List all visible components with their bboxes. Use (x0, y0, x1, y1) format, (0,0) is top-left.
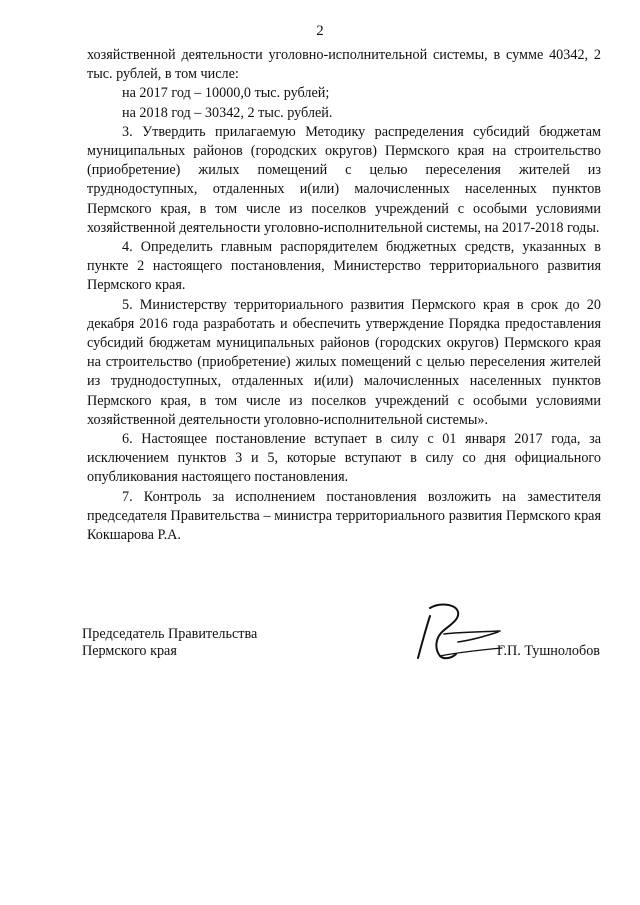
document-body (87, 46, 601, 545)
signer-title (82, 626, 257, 660)
page-number: 2 (316, 23, 324, 39)
signer-title-line-2: Пермского края (82, 643, 177, 659)
paragraph-4: 4. Определить главным распорядителем бюджетных средств, указанных в пункте 2 настоящего постановления, Министерство территориального развития Пермского края. (87, 239, 601, 294)
paragraph-7: 7. Контроль за исполнением постановления возложить на заместителя председателя Правительства – министра территориального развития Пермского края Кокшарова Р.А. (87, 488, 601, 544)
paragraph-continuation: хозяйственной деятельности уголовно-исполнительной системы, в сумме 40342, 2 тыс. рублей, в том числе: (87, 47, 601, 83)
paragraph-6: 6. Настоящее постановление вступает в силу с 01 января 2017 года, за исключением пунктов 3 и 5, которые вступают в силу со дня официального опубликования настоящего постановления. (87, 431, 601, 486)
handwritten-signature-icon (400, 598, 510, 668)
signature-block (82, 626, 602, 674)
paragraph-3: 3. Утвердить прилагаемую Методику распределения субсидий бюджетам муниципальных районов (городских округов) Пермского края на строительство (приобретение) жилых помещений с целью переселения жителей из труднодоступных, отдаленных и(или) малочисленных населенных пунктов Пермского края, в том числе из поселков учреждений с особыми условиями хозяйственной деятельности уголовно-исполнительной системы, на 2017-2018 годы. (87, 123, 601, 236)
signer-name: Г.П. Тушнолобов (496, 643, 600, 659)
funding-item-2017: на 2017 год – 10000,0 тыс. рублей; (122, 85, 330, 102)
signer-title-line-1: Председатель Правительства (82, 626, 258, 642)
paragraph-5: 5. Министерству территориального развития Пермского края в срок до 20 декабря 2016 года разработать и обеспечить утверждение Порядка предоставления субсидий бюджетам муниципальных районов (городских округов) Пермского края на строительство (приобретение) жилых помещений с целью переселения жителей из труднодоступных, отдаленных и(или) малочисленных населенных пунктов Пермского края, в том числе из поселков учреждений с особыми условиями хозяйственной деятельности уголовно-исполнительной системы». (87, 296, 601, 428)
funding-item-2018: на 2018 год – 30342, 2 тыс. рублей. (122, 104, 333, 121)
